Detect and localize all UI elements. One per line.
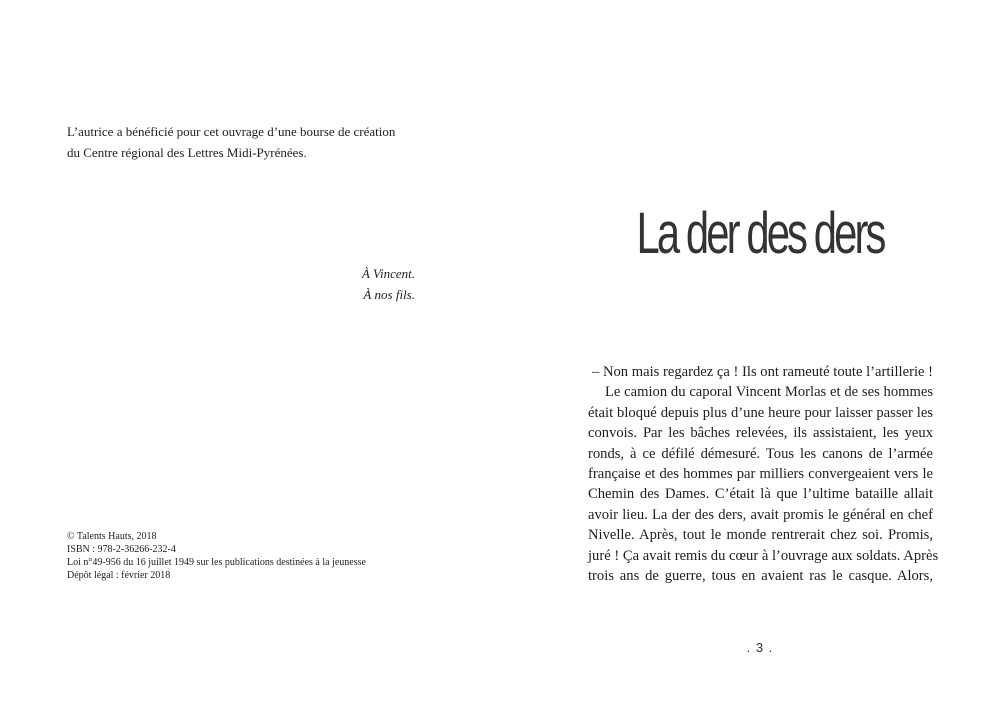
dedication [362,263,415,305]
copyright-block [67,530,366,582]
isbn-line: ISBN : 978-2-36266-232-4 [67,544,176,555]
dedication-line: À Vincent. [361,266,415,281]
chapter-title: La der des ders [636,201,884,266]
grant-note [67,121,467,163]
body-line: juré ! Ça avait remis du cœur à l’ouvrage aux soldats. Après [588,547,939,564]
legal-deposit-line: Dépôt légal : février 2018 [67,570,171,581]
body-line: française et des hommes par milliers convergeaient vers le [588,466,933,483]
body-line: Nivelle. Après, tout le monde rentrerait chez soi. Promis, [588,527,933,544]
body-line: était bloqué depuis plus d’une heure pour laisser passer les [588,404,933,421]
grant-note-line: du Centre régional des Lettres Midi-Pyrénées. [67,145,307,160]
dedication-line: À nos fils. [363,287,415,302]
grant-note-line: L’autrice a bénéficié pour cet ouvrage d’une bourse de création [67,124,396,139]
body-text [588,362,939,586]
law-line: Loi n°49-956 du 16 juillet 1949 sur les publications destinées à la jeunesse [67,557,366,568]
body-line: trois ans de guerre, tous en avaient ras le casque. Alors, [588,568,933,585]
body-line: convois. Par les bâches relevées, ils assistaient, les yeux [588,425,933,442]
body-line: Chemin des Dames. C’était là que l’ultime bataille allait [588,486,933,503]
page-number: . 3 . [746,640,774,655]
body-line: – Non mais regardez ça ! Ils ont rameuté toute l’artillerie ! [592,364,933,380]
body-line: Le camion du caporal Vincent Morlas et de ses hommes [605,384,933,401]
body-line: avoir lieu. La der des ders, avait promis le général en chef [588,506,933,523]
copyright-line: © Talents Hauts, 2018 [67,531,157,542]
right-page [500,0,1000,709]
body-line: ronds, à ce défilé démesuré. Tous les canons de l’armée [588,445,933,462]
